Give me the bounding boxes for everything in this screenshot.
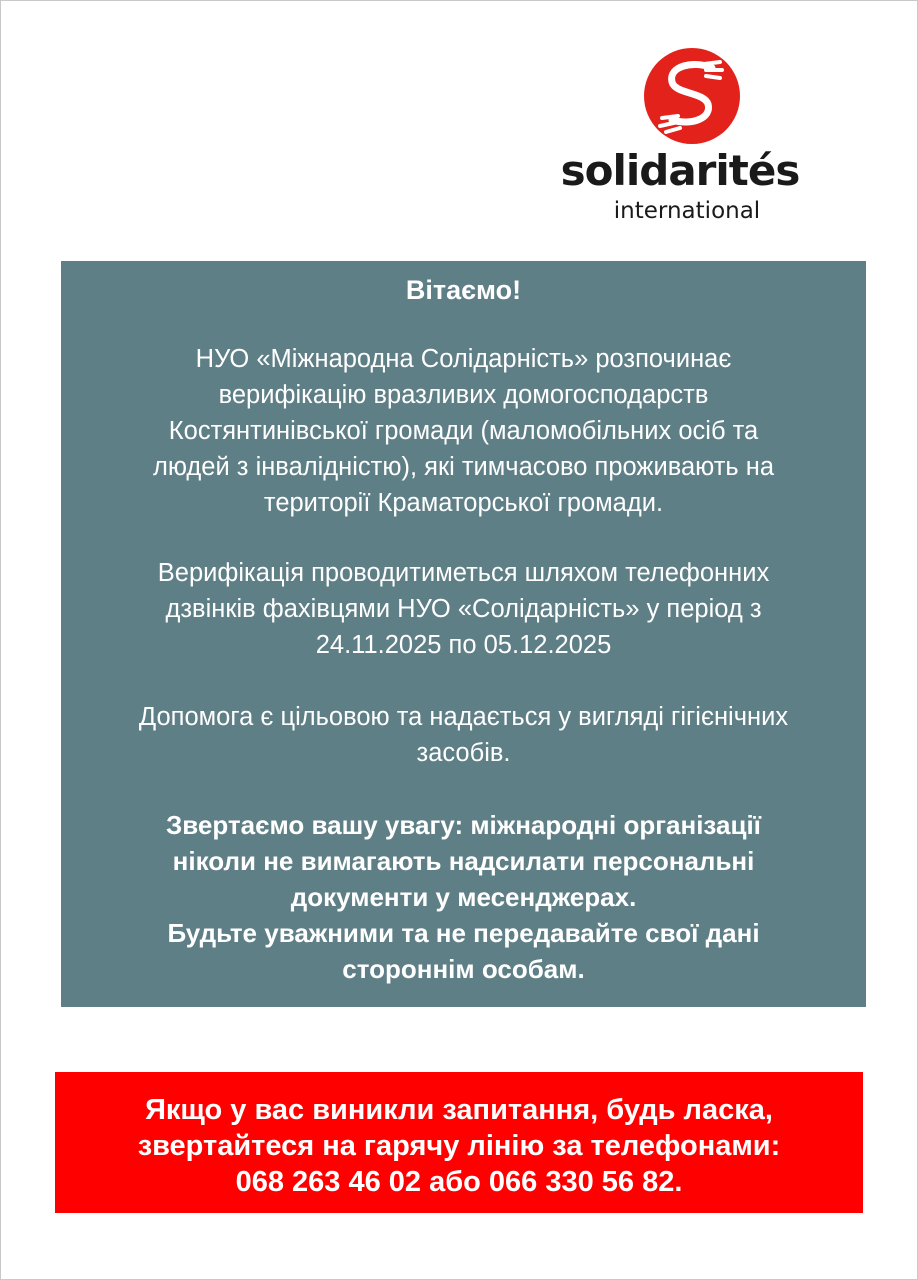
info-panel: [61, 261, 866, 1007]
aid-line: Допомога є цільовою та надається у вигляді гігієнічних: [138, 703, 789, 731]
warning-line: стороннім особам.: [342, 954, 585, 984]
method-line: дзвінків фахівцями НУО «Солідарність» у період з: [165, 595, 762, 623]
aid-paragraph: [79, 699, 848, 771]
intro-line: людей з інвалідністю), які тимчасово проживають на: [152, 453, 775, 481]
hotline-line: Якщо у вас виникли запитання, будь ласка,: [145, 1094, 773, 1126]
method-line: Верифікація проводитиметься шляхом телефонних: [157, 559, 770, 587]
aid-line: засобів.: [416, 739, 511, 767]
hotline-phones: 068 263 46 02 або 066 330 56 82.: [235, 1166, 683, 1198]
intro-line: НУО «Міжнародна Солідарність» розпочинає: [195, 345, 732, 373]
warning-line: документи у месенджерах.: [290, 882, 637, 912]
method-dates: 24.11.2025 по 05.12.2025: [315, 631, 612, 659]
warning-line: Будьте уважними та не передавайте свої дані: [167, 918, 760, 948]
greeting-heading: Вітаємо!: [405, 275, 522, 305]
warning-line: ніколи не вимагають надсилати персональні: [172, 846, 755, 876]
intro-line: території Краматорської громади.: [263, 489, 664, 517]
intro-line: Костянтинівської громади (маломобільних осіб та: [168, 417, 759, 445]
intro-line: верифікацію вразливих домогосподарств: [218, 381, 709, 409]
solidarites-logo: [560, 40, 800, 230]
hotline-banner: [55, 1072, 863, 1213]
warning-paragraph: [79, 807, 848, 987]
logo-wordmark: solidarités: [560, 146, 800, 195]
intro-paragraph: [79, 341, 848, 521]
method-paragraph: [79, 555, 848, 663]
warning-line: Звертаємо вашу увагу: міжнародні організації: [166, 810, 761, 840]
logo-subtitle: international: [613, 198, 761, 224]
solidarites-hands-icon: [642, 46, 742, 146]
hotline-line: звертайтеся на гарячу лінію за телефонами:: [137, 1130, 781, 1162]
